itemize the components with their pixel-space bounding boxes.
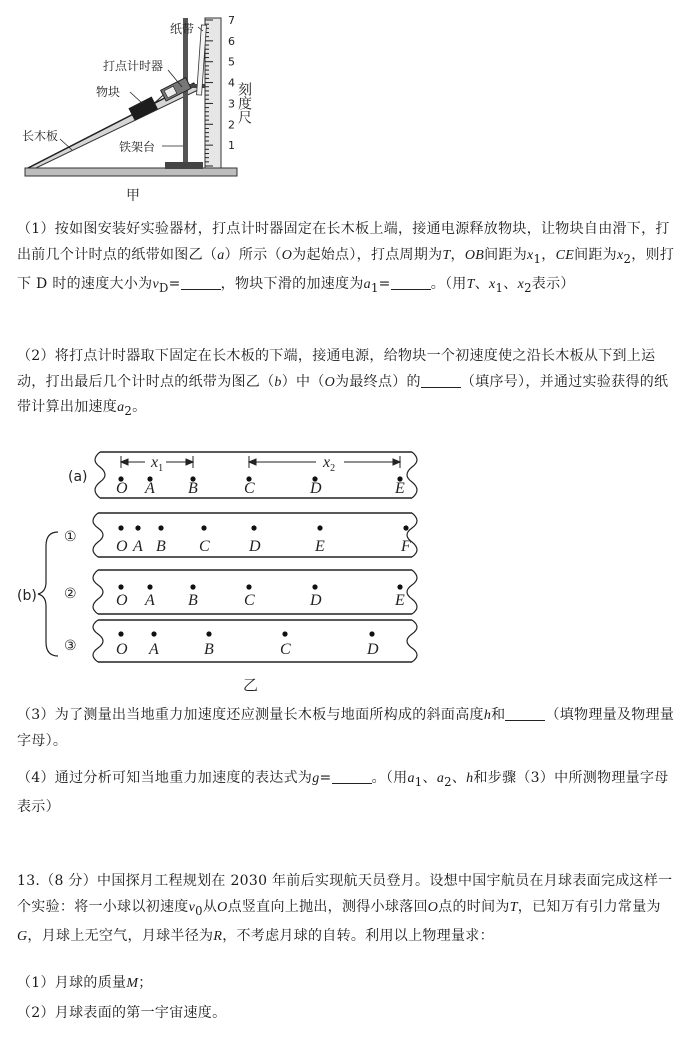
q13-text: ，不考虑月球的自转。利用以上物理量求： xyxy=(222,927,494,944)
q2-text: （填序号），并通过实验获得的纸带计算出加速度 xyxy=(17,373,669,415)
ruler-number: 4 xyxy=(228,76,235,90)
tape-point-label: B xyxy=(204,641,214,658)
ruler-number: 3 xyxy=(228,97,235,111)
q4-sub: 1 xyxy=(414,774,423,789)
q3-var-h: h xyxy=(483,708,492,723)
q13-var-T: T xyxy=(509,899,518,915)
tape-point-label: E xyxy=(315,538,325,555)
tape-point-label: C xyxy=(244,592,255,609)
tape-point-label: B xyxy=(188,480,198,497)
tape-a-label: (a) xyxy=(68,469,88,485)
tapes-b-brace xyxy=(38,532,58,656)
q1-var-OB: OB xyxy=(464,247,485,263)
q1-text: ， xyxy=(541,246,556,263)
q1-text: 间距为 xyxy=(484,246,528,263)
q13-text: ，已知万有引力常量为 xyxy=(517,898,661,915)
q1-eq: = xyxy=(378,275,391,292)
q1-text: 表示） xyxy=(531,275,575,292)
q1-sub: D xyxy=(158,280,169,295)
q13-var-M: M xyxy=(126,976,139,991)
q1-text: ， xyxy=(450,246,465,263)
tape-dot xyxy=(397,584,402,589)
dim-x2-label: $x_2$ xyxy=(323,454,336,474)
tape-point-label: A xyxy=(145,592,155,609)
tape-3-number: ③ xyxy=(64,638,77,654)
tape-point-label: A xyxy=(133,538,143,555)
q4-var-a1: a xyxy=(407,771,415,786)
q3-text: 和 xyxy=(491,707,506,723)
q1-sub: 1 xyxy=(495,280,504,295)
q13-var-R: R xyxy=(213,928,223,944)
q2-var-a2: a xyxy=(117,400,125,415)
q1-var-a1: a xyxy=(363,276,371,292)
tape-point-label: B xyxy=(156,538,166,555)
tape-dot xyxy=(403,525,408,530)
tape-dot xyxy=(312,584,317,589)
q4-var-h: h xyxy=(466,771,474,786)
q4-text: 、 xyxy=(422,770,437,786)
q13-text: 13.（8 分）中国探月工程规划在 2030 年前后实现航天员登月。设想中国宇航员在月球表面完成这样一个实验：将一小球以初速度 xyxy=(17,873,673,915)
ruler-number: 2 xyxy=(228,118,235,132)
tape-point-label: E xyxy=(395,480,405,497)
q2-sub: 2 xyxy=(124,403,133,418)
q4-text: （4）通过分析可知当地重力加速度的表达式为 xyxy=(17,770,313,786)
ruler-number: 1 xyxy=(228,139,235,153)
tape-dot xyxy=(317,525,322,530)
label-timer: 打点计时器 xyxy=(103,59,164,73)
q1-var-a: a xyxy=(217,247,225,263)
q4-var-g: g xyxy=(312,771,320,786)
q13-part2-text: （2）月球表面的第一宇宙速度。 xyxy=(17,1005,227,1021)
label-stand: 铁架台 xyxy=(119,140,156,154)
q1-text: 、 xyxy=(474,275,490,292)
ruler-number: 7 xyxy=(228,14,235,27)
q2-text: 为最终点）的 xyxy=(335,373,421,390)
tape-point-label: O xyxy=(116,480,128,497)
figure-caption-jia: 甲 xyxy=(126,188,140,204)
label-ruler: 刻度尺 xyxy=(236,82,252,124)
q4-text: 。（用 xyxy=(371,770,408,786)
tape-dot xyxy=(118,631,123,636)
tape-dot xyxy=(206,631,211,636)
q2-text: ）中（ xyxy=(281,373,325,390)
q1-text: ）所示（ xyxy=(224,246,282,263)
q1-text: ，则打下 D 时的速度大小为 xyxy=(17,246,675,292)
label-block: 物块 xyxy=(96,85,121,99)
q1-text: 。（用 xyxy=(430,275,467,292)
question-13-part-2 xyxy=(17,1001,679,1027)
q2-text: （2）将打点计时器取下固定在长木板的下端，接通电源，给物块一个初速度使之沿长木板从下到上运动，打出最后几个计时点的纸带为图乙（ xyxy=(17,348,656,390)
q1-var-x1: x xyxy=(489,276,496,292)
tape-2-number: ② xyxy=(64,586,77,602)
ruler-number: 6 xyxy=(228,34,235,48)
q13-var-v0: v xyxy=(188,899,196,915)
tape-dot xyxy=(190,584,195,589)
tape-point-label: A xyxy=(145,480,155,497)
question-3 xyxy=(17,703,679,754)
q1-text: （1）按如图安装好实验器材，打点计时器固定在长木板上端，接通电源释放物块，让物块自由滑下，打出前几个计时点的纸带如图乙（ xyxy=(17,221,670,263)
q1-sub: 2 xyxy=(524,280,532,295)
q1-var-T: T xyxy=(466,276,475,292)
question-13-part-1 xyxy=(17,971,679,997)
tape-point-label: D xyxy=(367,641,379,658)
tape-point-label: C xyxy=(244,480,255,497)
tape-b-label: (b) xyxy=(17,588,37,604)
answer-blank-measure[interactable] xyxy=(505,706,545,721)
q1-eq: = xyxy=(168,275,181,292)
tape-point-label: A xyxy=(149,641,159,658)
tape-point-label: D xyxy=(249,538,261,555)
q4-text: 和步骤（3）中所测物理量字母表示） xyxy=(17,770,669,816)
q1-var-T: T xyxy=(442,247,451,263)
q13-var-O: O xyxy=(427,899,439,915)
tape-dot xyxy=(369,631,374,636)
q13-text: ，月球上无空气，月球半径为 xyxy=(27,927,214,944)
tape-point-label: D xyxy=(310,480,322,497)
answer-blank-g[interactable] xyxy=(332,769,372,784)
tape-dot xyxy=(151,631,156,636)
tape-point-label: E xyxy=(395,592,405,609)
q13-sub: 0 xyxy=(195,903,203,918)
q1-text: 间距为 xyxy=(574,246,617,263)
tape-dot xyxy=(251,525,256,530)
q13-text: 从 xyxy=(202,898,218,915)
tape-dot xyxy=(201,525,206,530)
q1-var-x2: x xyxy=(616,247,624,263)
label-board: 长木板 xyxy=(22,129,59,143)
tape-2 xyxy=(93,570,417,614)
figure-caption-yi: 乙 xyxy=(243,676,259,694)
question-4 xyxy=(17,766,679,821)
q13-var-G: G xyxy=(17,928,28,944)
tape-dot xyxy=(158,525,163,530)
q1-sub: 2 xyxy=(623,251,632,266)
q1-var-x1: x xyxy=(527,247,534,263)
label-paper-tape: 纸带 xyxy=(170,22,195,36)
tape-dot xyxy=(135,525,140,530)
q13-text: 点的时间为 xyxy=(438,898,510,915)
tape-1-number: ① xyxy=(64,529,77,545)
q1-var-O: O xyxy=(281,247,293,263)
q13-part1-text: （1）月球的质量 xyxy=(17,975,127,991)
ruler-number: 5 xyxy=(228,55,235,69)
q1-text: ，物块下滑的加速度为 xyxy=(220,275,364,292)
tape-dot xyxy=(118,584,123,589)
q4-text: 、 xyxy=(451,770,467,786)
tape-point-label: B xyxy=(188,592,198,609)
tape-point-label: D xyxy=(310,592,322,609)
q4-eq: = xyxy=(319,770,332,786)
q3-text: （填物理量及物理量字母）。 xyxy=(17,707,675,749)
q13-text: 点竖直向上抛出，测得小球落回 xyxy=(227,898,428,915)
tape-point-label: C xyxy=(280,641,291,658)
q3-text: （3）为了测量出当地重力加速度还应测量长木板与地面所构成的斜面高度 xyxy=(17,707,484,723)
q1-text: 、 xyxy=(503,275,518,292)
tape-dot xyxy=(282,631,287,636)
q1-sub: 1 xyxy=(370,280,379,295)
tape-point-label: O xyxy=(116,641,128,658)
q13-part1-text: ； xyxy=(138,975,153,991)
tape-dot xyxy=(147,584,152,589)
q1-sub: 1 xyxy=(533,251,542,266)
q4-var-a2: a xyxy=(436,771,445,786)
question-13 xyxy=(17,869,679,949)
dim-x1-label: $x_1$ xyxy=(151,454,164,474)
tape-point-label: F xyxy=(401,538,411,555)
q13-var-O: O xyxy=(217,899,228,915)
tape-dot xyxy=(118,525,123,530)
q1-var-vD: v xyxy=(152,276,159,292)
q2-text: 。 xyxy=(132,399,147,415)
tape-point-label: C xyxy=(199,538,210,555)
q1-var-x2: x xyxy=(517,276,525,292)
q2-var-b: b xyxy=(274,374,282,390)
tape-point-label: O xyxy=(116,538,128,555)
tape-dot xyxy=(246,584,251,589)
q2-var-O: O xyxy=(324,374,336,390)
tape-point-label: O xyxy=(116,592,128,609)
q1-var-CE: CE xyxy=(555,247,575,263)
q1-text: 为起始点），打点周期为 xyxy=(292,246,443,263)
q4-sub: 2 xyxy=(444,774,452,789)
